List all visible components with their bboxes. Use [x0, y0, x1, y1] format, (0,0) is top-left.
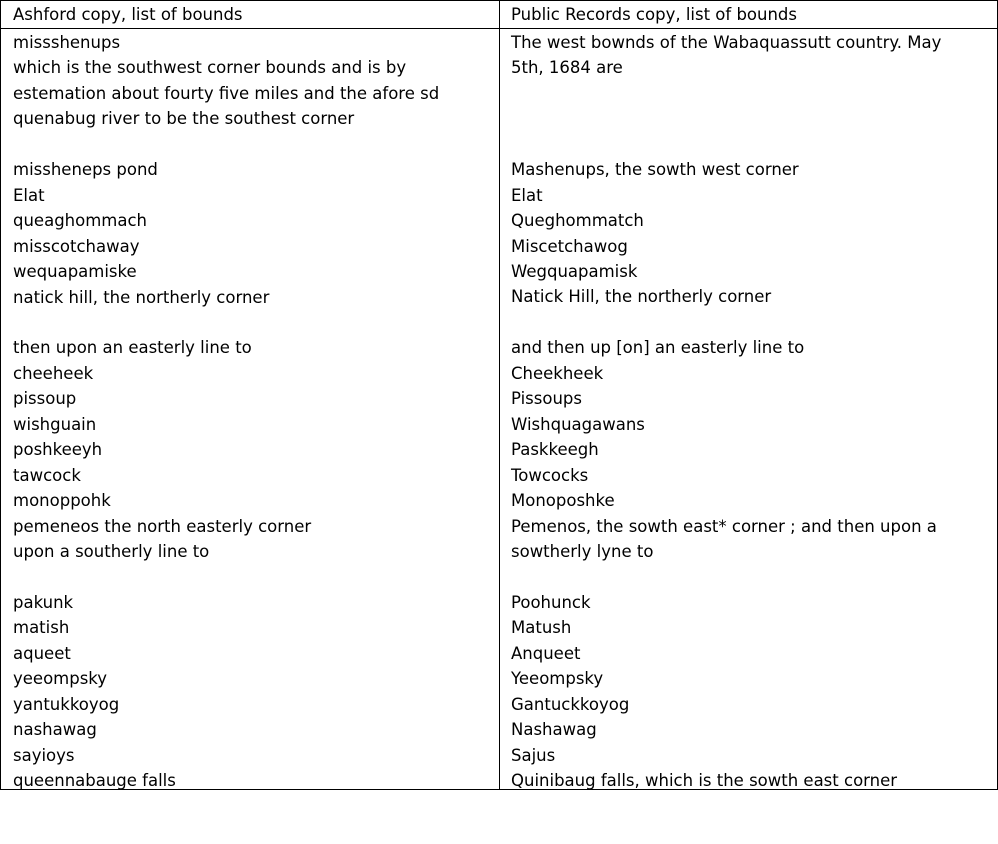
ashford-bound-line: wequapamiske [13, 262, 137, 282]
public-records-bound-line: and then up [on] an easterly line to [511, 338, 805, 358]
public-records-bound-line: Pissoups [511, 389, 582, 409]
ashford-bound-line: queaghommach [13, 211, 148, 231]
ashford-column-header: Ashford copy, list of bounds [13, 5, 243, 24]
ashford-bounds-list [13, 30, 491, 794]
public-records-bound-line [511, 106, 989, 131]
public-records-bound-line: sowtherly lyne to [511, 542, 654, 561]
ashford-bound-line: upon a southerly line to [13, 542, 210, 562]
public-records-bound-line: Anqueet [511, 643, 581, 663]
ashford-bound-line [13, 132, 491, 157]
public-records-bound-line: Gantuckkoyog [511, 694, 630, 714]
ashford-bound-line: yantukkoyog [13, 694, 120, 714]
ashford-bound-line: then upon an easterly line to [13, 338, 252, 358]
ashford-bound-line [13, 310, 491, 335]
public-records-bound-line: Paskkeegh [511, 440, 599, 460]
public-records-bound-line: 5th, 1684 are [511, 58, 623, 78]
ashford-bound-line: natick hill, the northerly corner [13, 287, 270, 307]
public-records-bound-line [511, 132, 989, 157]
public-records-bound-line: Mashenups, the sowth west corner [511, 160, 799, 180]
ashford-bound-line: quenabug river to be the southest corner [13, 109, 355, 129]
ashford-bound-line: estemation about fourty five miles and the afore sd [13, 83, 440, 103]
ashford-bound-line: misscotchaway [13, 236, 140, 256]
ashford-bound-line: which is the southwest corner bounds and is by [13, 58, 407, 78]
public-records-bound-line: Matush [511, 618, 572, 638]
public-records-bound-line: Cheekheek [511, 363, 604, 383]
ashford-bound-line: poshkeeyh [13, 440, 103, 460]
ashford-bound-line: monoppohk [13, 491, 111, 511]
public-records-bound-line: Wegquapamisk [511, 262, 638, 282]
public-records-bound-line: Sajus [511, 745, 556, 765]
ashford-bound-line: missshenups [13, 33, 121, 52]
ashford-bound-line: pissoup [13, 389, 77, 409]
header-divider [1, 28, 997, 29]
public-records-column-header: Public Records copy, list of bounds [511, 5, 798, 24]
public-records-bound-line: Miscetchawog [511, 236, 628, 256]
public-records-bound-line: Elat [511, 185, 543, 205]
ashford-bound-line: nashawag [13, 720, 97, 740]
ashford-bound-line: missheneps pond [13, 160, 158, 180]
public-records-bound-line: Quinibaug falls, which is the sowth east corner [511, 771, 898, 791]
public-records-bound-line [511, 564, 989, 589]
public-records-bound-line: Poohunck [511, 592, 591, 612]
ashford-bound-line: wishguain [13, 414, 97, 434]
public-records-bound-line: Wishquagawans [511, 414, 645, 434]
ashford-bound-line: matish [13, 618, 70, 638]
ashford-bound-line: pakunk [13, 592, 74, 612]
public-records-bound-line: Nashawag [511, 720, 597, 740]
public-records-bound-line [511, 81, 989, 106]
public-records-bound-line: Natick Hill, the northerly corner [511, 287, 772, 307]
public-records-bound-line: The west bownds of the Wabaquassutt country. May [511, 33, 942, 52]
public-records-bound-line: Monoposhke [511, 491, 615, 511]
ashford-bound-line [13, 564, 491, 589]
ashford-bound-line: queennabauge falls [13, 771, 176, 791]
ashford-bound-line: Elat [13, 185, 45, 205]
public-records-bound-line: Yeeompsky [511, 669, 604, 689]
ashford-bound-line: tawcock [13, 465, 81, 485]
ashford-bound-line: pemeneos the north easterly corner [13, 516, 312, 536]
public-records-bound-line: Towcocks [511, 465, 589, 485]
ashford-bound-line: yeeompsky [13, 669, 108, 689]
public-records-bound-line [511, 310, 989, 335]
public-records-bounds-list [511, 30, 989, 794]
column-divider [499, 1, 500, 789]
ashford-bound-line: aqueet [13, 643, 71, 663]
ashford-bound-line: sayioys [13, 745, 75, 765]
public-records-bound-line: Pemenos, the sowth east* corner ; and then upon a [511, 516, 937, 536]
ashford-bound-line: cheeheek [13, 363, 94, 383]
public-records-bound-line: Queghommatch [511, 211, 644, 231]
